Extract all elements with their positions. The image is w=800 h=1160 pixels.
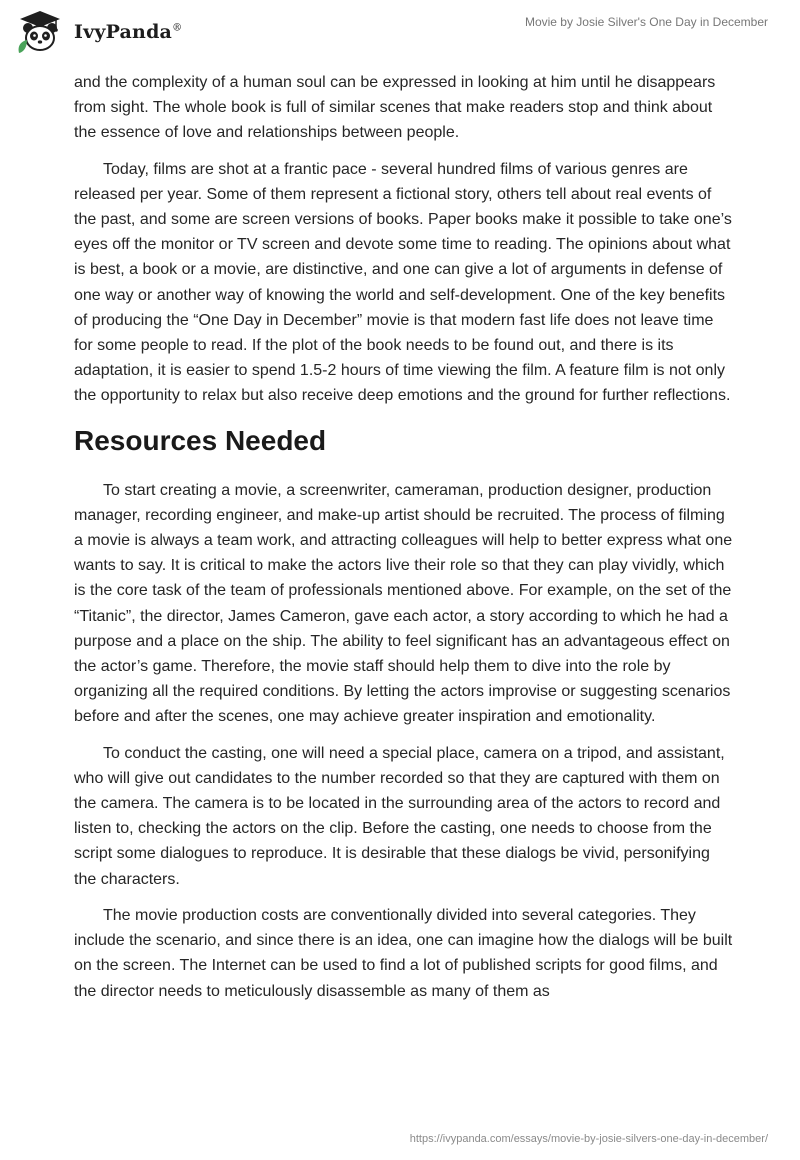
source-url[interactable]: https://ivypanda.com/essays/movie-by-josie-silvers-one-day-in-december/ xyxy=(409,1133,768,1145)
paragraph: To conduct the casting, one will need a special place, camera on a tripod, and assistant, who will give out candidates to the number recorded so that they are captured with them on the camera. The camera is to be located in the surrounding area of the actors to record and listen to, checking the actors on the clip. Before the casting, one needs to choose from the script some dialogues to reproduce. It is desirable that these dialogs be vivid, personifying the characters. xyxy=(74,744,725,888)
registered-mark: ® xyxy=(172,22,183,34)
ivypanda-logo[interactable] xyxy=(14,9,182,55)
paragraph: To start creating a movie, a screenwriter, cameraman, production designer, production manager, recording engineer, and make-up artist should be recruited. The process of filming a movie is always a team work, and attracting colleagues will help to better express what one wants to say. It is critical to make the actors live their role so that they can play vividly, which is the core task of the team of professionals mentioned above. For example, on the set of the “Titanic”, the director, James Cameron, gave each actor, a story according to which he had a purpose and a place on the ship. The ability to feel significant has an advantageous effect on the actor’s game. Therefore, the movie staff should help them to dive into the role by organizing all the required conditions. By letting the actors improvise or suggesting scenarios before and after the scenes, one may achieve greater inspiration and emotionality. xyxy=(74,481,733,726)
brand-label: IvyPanda xyxy=(74,21,173,43)
page-header xyxy=(0,0,800,70)
paragraph: and the complexity of a human soul can be expressed in looking at him until he disappears from sight. The whole book is full of similar scenes that make readers stop and think about the essence of love and relationships between people. xyxy=(74,74,716,142)
paragraph: Today, films are shot at a frantic pace - several hundred films of various genres are released per year. Some of them represent a fictional story, others tell about real events of the past, and some are screen versions of books. Paper books make it possible to take one’s eyes off the monitor or TV screen and devote some time to reading. The opinions about what is best, a book or a movie, are distinctive, and one can give a lot of arguments in defense of one way or another way of knowing the world and self-development. One of the key benefits of producing the “One Day in December” movie is that modern fast life does not leave time for some people to read. If the plot of the book needs to be found out, and there is its adaptation, it is easier to spend 1.5-2 hours of time viewing the film. A feature film is not only the opportunity to relax but also receive deep emotions and the ground for further reflections. xyxy=(74,160,732,405)
panda-graduate-icon xyxy=(14,9,66,55)
paragraph: The movie production costs are conventionally divided into several categories. They include the scenario, and since there is an idea, one can imagine how the dialogs will be built on the screen. The Internet can be used to find a lot of published scripts for good films, and the director needs to meticulously disassemble as many of them as xyxy=(74,906,733,1000)
essay-body xyxy=(74,70,734,1015)
document-title: Movie by Josie Silver's One Day in December xyxy=(524,15,768,29)
section-heading: Resources Needed xyxy=(74,424,327,456)
brand-name xyxy=(74,21,182,43)
